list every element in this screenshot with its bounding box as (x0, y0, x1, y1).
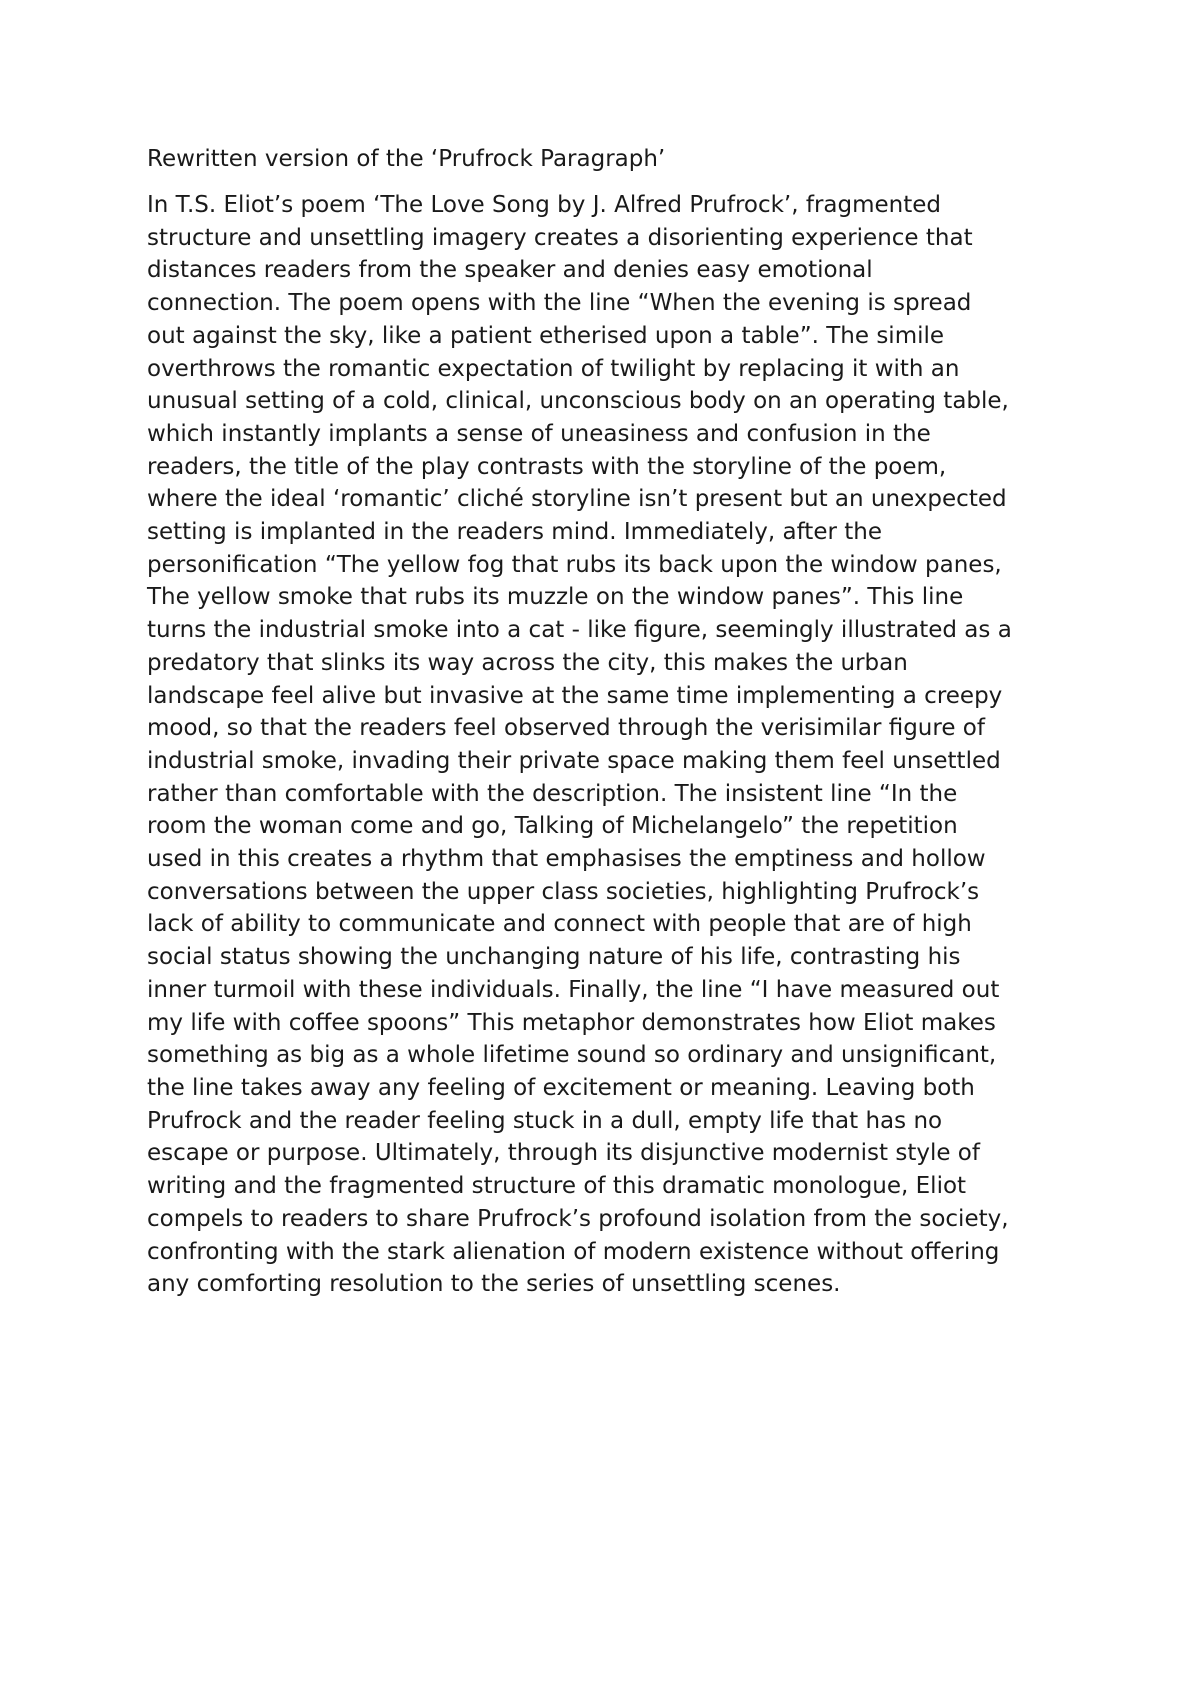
paragraph-line: inner turmoil with these individuals. Finally, the line “I have measured out (147, 976, 1000, 1003)
paragraph-line: lack of ability to communicate and connect with people that are of high (147, 911, 972, 938)
paragraph-line: Prufrock and the reader feeling stuck in a dull, empty life that has no (147, 1107, 943, 1134)
paragraph-line: which instantly implants a sense of uneasiness and confusion in the (147, 420, 931, 447)
paragraph-line: setting is implanted in the readers mind. Immediately, after the (147, 519, 882, 546)
document-paragraph (147, 189, 1075, 1301)
paragraph-line: used in this creates a rhythm that emphasises the emptiness and hollow (147, 846, 986, 873)
paragraph-line: social status showing the unchanging nature of his life, contrasting his (147, 944, 961, 971)
paragraph-line: turns the industrial smoke into a cat - like figure, seemingly illustrated as a (147, 617, 1012, 644)
document-content (147, 142, 1075, 1301)
paragraph-line: structure and unsettling imagery creates a disorienting experience that (147, 224, 973, 251)
paragraph-line: predatory that slinks its way across the city, this makes the urban (147, 649, 908, 676)
paragraph-line: overthrows the romantic expectation of twilight by replacing it with an (147, 355, 960, 382)
paragraph-line: the line takes away any feeling of excitement or meaning. Leaving both (147, 1074, 975, 1101)
paragraph-line: unusual setting of a cold, clinical, unconscious body on an operating table, (147, 388, 1009, 415)
paragraph-line: room the woman come and go, Talking of Michelangelo” the repetition (147, 813, 958, 840)
paragraph-line: connection. The poem opens with the line “When the evening is spread (147, 290, 972, 317)
paragraph-line: mood, so that the readers feel observed through the verisimilar figure of (147, 715, 985, 742)
paragraph-line: writing and the fragmented structure of this dramatic monologue, Eliot (147, 1173, 967, 1200)
paragraph-line: readers, the title of the play contrasts with the storyline of the poem, (147, 453, 947, 480)
paragraph-line: In T.S. Eliot’s poem ‘The Love Song by J. Alfred Prufrock’, fragmented (147, 192, 942, 218)
paragraph-line: escape or purpose. Ultimately, through its disjunctive modernist style of (147, 1140, 980, 1167)
paragraph-line: landscape feel alive but invasive at the same time implementing a creepy (147, 682, 1003, 709)
paragraph-line: something as big as a whole lifetime sound so ordinary and unsignificant, (147, 1042, 997, 1069)
paragraph-line: industrial smoke, invading their private space making them feel unsettled (147, 747, 1001, 774)
paragraph-line: out against the sky, like a patient etherised upon a table”. The simile (147, 322, 945, 349)
paragraph-line: conversations between the upper class societies, highlighting Prufrock’s (147, 878, 980, 905)
paragraph-line: any comforting resolution to the series of unsettling scenes. (147, 1271, 841, 1298)
paragraph-line: where the ideal ‘romantic’ cliché storyline isn’t present but an unexpected (147, 486, 1007, 513)
paragraph-line: personification “The yellow fog that rubs its back upon the window panes, (147, 551, 1002, 578)
paragraph-line: distances readers from the speaker and denies easy emotional (147, 257, 873, 284)
paragraph-line: my life with coffee spoons” This metaphor demonstrates how Eliot makes (147, 1009, 996, 1036)
paragraph-line: compels to readers to share Prufrock’s profound isolation from the society, (147, 1205, 1009, 1232)
paragraph-line: The yellow smoke that rubs its muzzle on the window panes”. This line (147, 584, 964, 611)
paragraph-line: confronting with the stark alienation of modern existence without offering (147, 1238, 1000, 1265)
paragraph-line: rather than comfortable with the description. The insistent line “In the (147, 780, 958, 807)
document-title: Rewritten version of the ‘Prufrock Paragraph’ (147, 146, 666, 172)
